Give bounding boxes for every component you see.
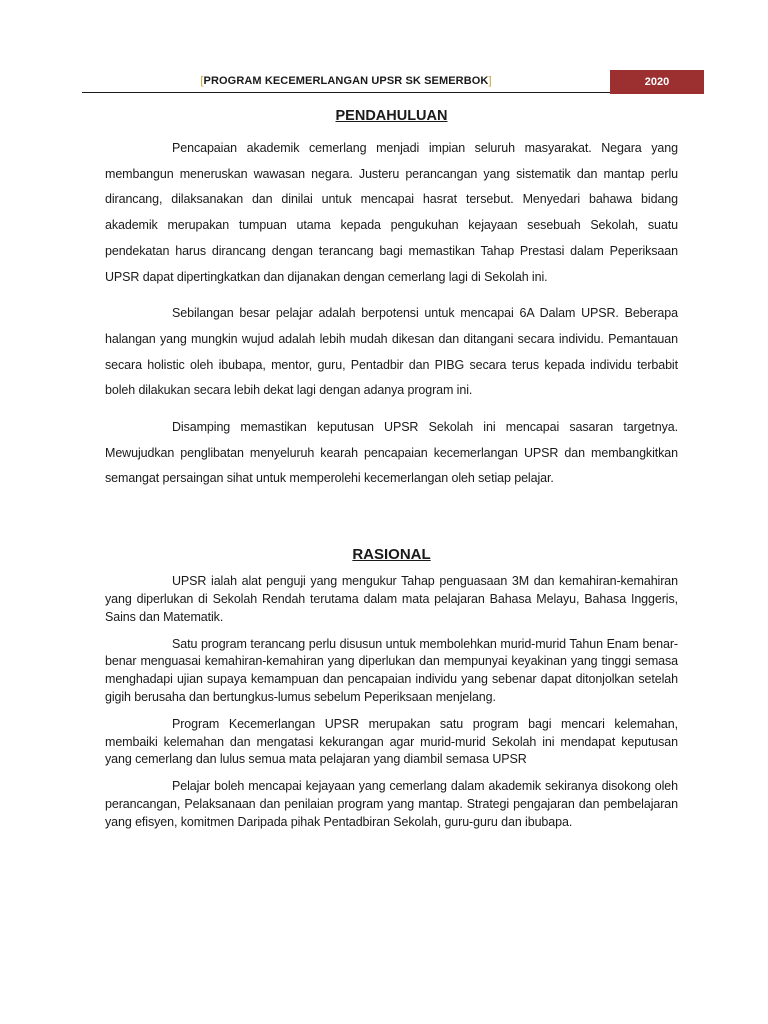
section-title-pendahuluan: PENDAHULUAN	[335, 108, 448, 124]
paragraph: Disamping memastikan keputusan UPSR Sekolah ini mencapai sasaran targetnya. Mewujudkan penglibatan menyeluruh kearah pencapaian kecemerlangan UPSR dan membangkitkan semangat persaingan sihat untuk memperolehi kecemerlangan oleh setiap pelajar.	[105, 420, 678, 486]
page-header	[82, 70, 704, 94]
section-title-rasional: RASIONAL	[352, 546, 431, 564]
header-bracket-open: [	[200, 75, 204, 87]
header-title	[82, 70, 610, 93]
paragraph: Pencapaian akademik cemerlang menjadi impian seluruh masyarakat. Negara yang membangun meneruskan wawasan negara. Justeru perancangan yang sistematik dan mantap perlu dirancang, dilaksanakan dan dinilai untuk mencapai hasrat tersebut. Menyedari bahawa bidang akademik merupakan tumpuan utama kepada pengukuhan kejayaan sesebuah Sekolah, suatu pendekatan harus dirancang dengan terancang bagi memastikan Tahap Prestasi dalam Peperiksaan UPSR dapat dipertingkatkan dan dijanakan dengan cemerlang lagi di Sekolah ini.	[105, 141, 678, 284]
header-title-text: PROGRAM KECEMERLANGAN UPSR SK SEMERBOK	[203, 75, 489, 87]
document-body	[105, 108, 678, 841]
paragraph: Pelajar boleh mencapai kejayaan yang cemerlang dalam akademik sekiranya disokong oleh perancangan, Pelaksanaan dan penilaian program yang mantap. Strategi pengajaran dan pembelajaran yang efisyen, komitmen Daripada pihak Pentadbiran Sekolah, guru-guru dan ibubapa.	[105, 779, 678, 829]
header-bracket-close: ]	[488, 75, 492, 87]
paragraph: Sebilangan besar pelajar adalah berpotensi untuk mencapai 6A Dalam UPSR. Beberapa halangan yang mungkin wujud adalah lebih mudah dikesan dan ditangani secara individu. Pemantauan secara holistic oleh ibubapa, mentor, guru, Pentadbir dan PIBG secara terus kepada individu terbabit boleh dilakukan secara lebih dekat lagi dengan adanya program ini.	[105, 306, 678, 398]
paragraph: UPSR ialah alat penguji yang mengukur Tahap penguasaan 3M dan kemahiran-kemahiran yang diperlukan di Sekolah Rendah terutama dalam mata pelajaran Bahasa Melayu, Bahasa Inggeris, Sains dan Matematik.	[105, 574, 678, 624]
paragraph: Satu program terancang perlu disusun untuk membolehkan murid-murid Tahun Enam benar-benar menguasai kemahiran-kemahiran yang diperlukan dan mempunyai keyakinan yang tinggi semasa menghadapi ujian supaya kemampuan dan pencapaian individu yang sebenar dapat ditonjolkan setelah gigih berusaha dan bertungkus-lumus sebelum Peperiksaan menjelang.	[105, 636, 678, 704]
header-year-badge: 2020	[610, 70, 704, 94]
paragraph: Program Kecemerlangan UPSR merupakan satu program bagi mencari kelemahan, membaiki kelemahan dan mengatasi kekurangan agar murid-murid Sekolah ini mendapat keputusan yang cemerlang dan lulus semua mata pelajaran yang diambil semasa UPSR	[105, 716, 678, 767]
